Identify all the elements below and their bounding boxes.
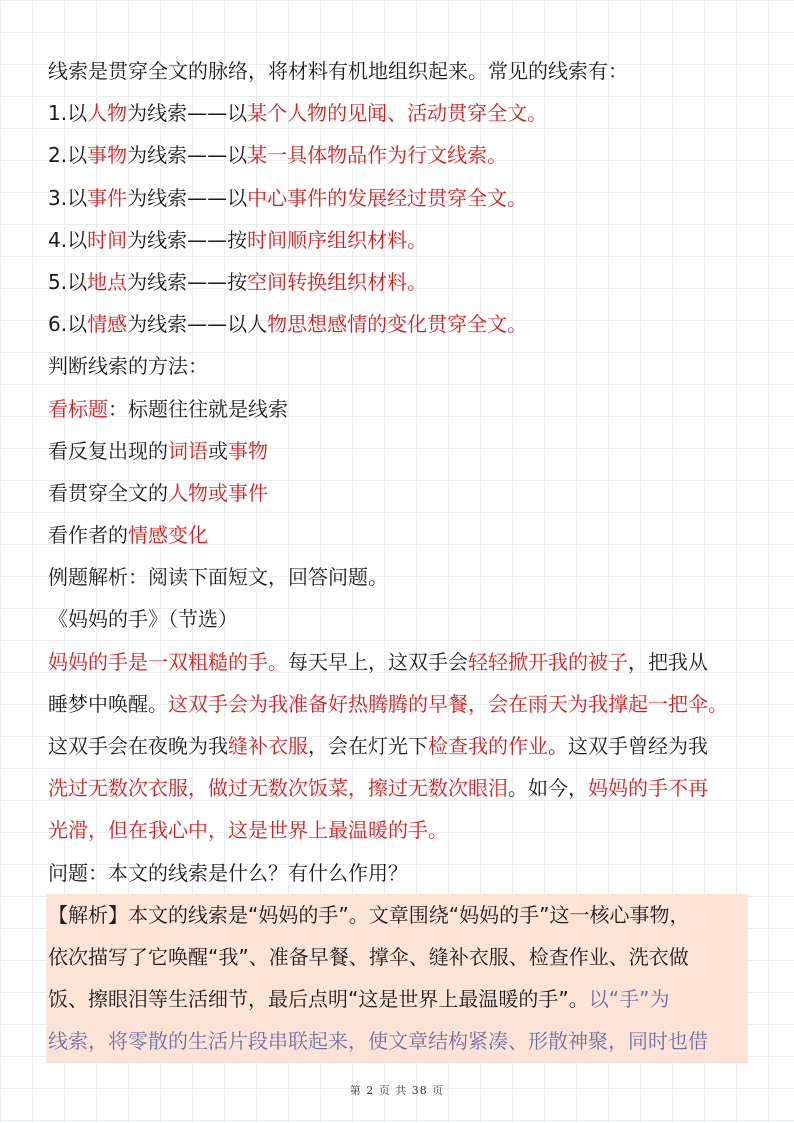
clue-item bbox=[48, 303, 748, 345]
passage-text: 这双手会在夜晚为我 bbox=[48, 734, 228, 758]
clue-keyword: 某一具体物品作为行文线索 bbox=[247, 143, 488, 168]
clue-keyword: 时间顺序组织材料 bbox=[247, 227, 408, 252]
clue-text: 为线索——按 bbox=[127, 269, 248, 294]
page-content bbox=[48, 50, 748, 1063]
clue-item bbox=[48, 134, 748, 176]
method-item bbox=[48, 514, 748, 556]
method-keyword: 人物或事件 bbox=[168, 480, 268, 505]
method-text: 看作者的 bbox=[48, 523, 128, 548]
clue-keyword: 人物 bbox=[87, 101, 128, 126]
clue-text: 为线索——以人 bbox=[127, 312, 268, 337]
clue-item bbox=[48, 92, 748, 134]
method-heading: 判断线索的方法： bbox=[48, 354, 208, 379]
clue-text: 4.以 bbox=[48, 227, 88, 252]
analysis-block bbox=[46, 894, 748, 1063]
clue-text: 1.以 bbox=[48, 101, 88, 126]
passage-highlight: 妈妈的手不再 bbox=[588, 776, 708, 801]
clue-text: 3.以 bbox=[48, 185, 88, 210]
passage-highlight: 缝补衣服 bbox=[228, 734, 308, 758]
clue-keyword: 。 bbox=[507, 185, 528, 210]
analysis-text: 饭、擦眼泪等生活细节，最后点明“这是世界上最温暖的手”。 bbox=[48, 987, 589, 1012]
clue-keyword: 事物 bbox=[87, 143, 128, 168]
clue-keyword: 某个人物的见闻、活动贯穿全文 bbox=[247, 101, 528, 126]
method-item bbox=[48, 472, 748, 514]
passage-body bbox=[48, 641, 748, 852]
method-text: 或 bbox=[208, 438, 228, 463]
method-text: 看贯穿全文的 bbox=[48, 480, 168, 505]
method-item bbox=[48, 430, 748, 472]
passage-highlight: 光滑，但在我心中，这是世界上最温暖的手。 bbox=[48, 818, 448, 843]
clue-keyword: 事件 bbox=[87, 185, 128, 210]
passage-text: ，把我从 bbox=[628, 649, 708, 674]
passage-text: 睡梦中唤醒。 bbox=[48, 691, 168, 716]
clue-text: 6.以 bbox=[48, 312, 88, 337]
passage-highlight: 洗过无数次衣服，做过无数次饭菜，擦过无数次眼泪 bbox=[48, 776, 508, 801]
clue-text: 为线索——以 bbox=[127, 185, 248, 210]
method-keyword: 词语 bbox=[168, 438, 208, 463]
method-keyword: 看标题 bbox=[48, 396, 108, 421]
clue-keyword: 。 bbox=[487, 143, 508, 168]
clue-list bbox=[48, 92, 748, 345]
passage-highlight: 轻轻掀开我的被子 bbox=[468, 649, 628, 674]
clue-keyword: 。 bbox=[407, 227, 428, 252]
method-item bbox=[48, 388, 748, 430]
analysis-line: 依次描写了它唤醒“我”、准备早餐、撑伞、缝补衣服、检查作业、洗衣做 bbox=[48, 944, 689, 969]
passage-highlight: 这双手会为我准备好热腾腾的早餐，会在雨天为我撑起一把伞。 bbox=[168, 691, 728, 716]
clue-keyword: 情感 bbox=[87, 312, 128, 337]
analysis-line: 线索，将零散的生活片段串联起来，使文章结构紧凑、形散神聚，同时也借 bbox=[48, 1029, 708, 1054]
method-keyword: 事物 bbox=[228, 438, 268, 463]
clue-keyword: 地点 bbox=[87, 269, 128, 294]
passage-title: 《妈妈的手》（节选） bbox=[48, 607, 238, 632]
clue-text: 为线索——按 bbox=[127, 227, 248, 252]
method-text: 看反复出现的 bbox=[48, 438, 168, 463]
clue-keyword: 空间转换组织材料 bbox=[247, 269, 408, 294]
clue-text: 2.以 bbox=[48, 143, 88, 168]
clue-item bbox=[48, 219, 748, 261]
passage-text: ，会在灯光下 bbox=[308, 734, 428, 758]
clue-keyword: 物思想感情的变化贯穿全文 bbox=[267, 312, 508, 337]
clue-text: 5.以 bbox=[48, 269, 88, 294]
analysis-line: 【解析】本文的线索是“妈妈的手”。文章围绕“妈妈的手”这一核心事物， bbox=[48, 902, 690, 927]
passage-text: 。如今， bbox=[508, 776, 588, 801]
page-number-footer: 第 2 页 共 38 页 bbox=[349, 1084, 445, 1097]
method-keyword: 情感变化 bbox=[128, 523, 208, 548]
passage-highlight: 妈妈的手是一双粗糙的手。 bbox=[48, 649, 288, 674]
analysis-highlight: 以“手”为 bbox=[588, 987, 670, 1012]
passage-text: 。这双手曾经为我 bbox=[548, 734, 708, 758]
passage-text: 每天早上，这双手会 bbox=[288, 649, 468, 674]
method-text: ：标题往往就是线索 bbox=[108, 396, 288, 421]
clue-item bbox=[48, 261, 748, 303]
analysis-line bbox=[48, 978, 748, 1020]
clue-item bbox=[48, 177, 748, 219]
clue-text: 为线索——以 bbox=[127, 143, 248, 168]
clue-text: 为线索——以 bbox=[127, 101, 248, 126]
clue-keyword: 。 bbox=[507, 312, 528, 337]
question-text: 问题：本文的线索是什么？有什么作用？ bbox=[48, 860, 408, 885]
clue-keyword: 。 bbox=[527, 101, 548, 126]
example-intro: 例题解析：阅读下面短文，回答问题。 bbox=[48, 565, 388, 590]
passage-highlight: 检查我的作业 bbox=[428, 734, 548, 758]
clue-keyword: 中心事件的发展经过贯穿全文 bbox=[247, 185, 508, 210]
clue-keyword: 时间 bbox=[87, 227, 128, 252]
clue-keyword: 。 bbox=[407, 269, 428, 294]
intro-text: 线索是贯穿全文的脉络，将材料有机地组织起来。常见的线索有： bbox=[48, 59, 628, 83]
